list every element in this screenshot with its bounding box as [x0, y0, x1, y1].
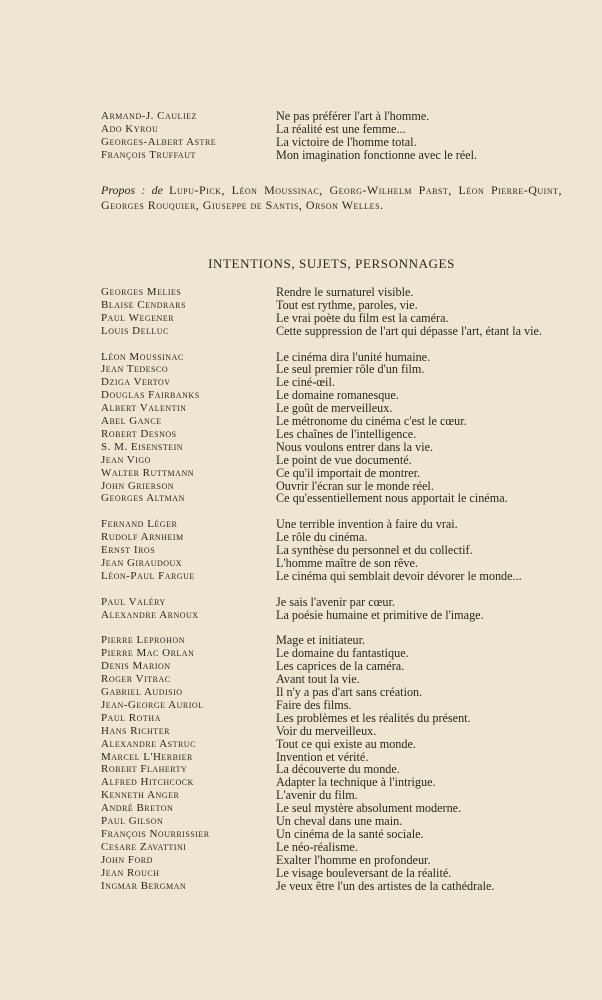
chapter-title: Le seul premier rôle d'un film. — [276, 362, 425, 377]
chapter-title: Ouvrir l'écran sur le monde réel. — [276, 478, 434, 493]
list-item — [0, 286, 602, 299]
chapter-title: Le seul mystère absolument moderne. — [276, 801, 462, 816]
chapter-title: L'homme maître de son rêve. — [276, 556, 418, 570]
chapter-title: Rendre le surnaturel visible. — [276, 285, 414, 299]
chapter-title: Nous voulons entrer dans la vie. — [276, 439, 434, 454]
chapter-title: Le point de vue documenté. — [276, 452, 412, 467]
chapter-title: Tout ce qui existe au monde. — [276, 736, 416, 751]
chapter-title: Un cheval dans une main. — [276, 814, 403, 829]
chapter-title: Le cinéma qui semblait devoir dévorer le monde... — [276, 568, 522, 583]
chapter-title: La découverte du monde. — [276, 762, 400, 777]
chapter-title: La synthèse du personnel et du collectif. — [276, 543, 473, 558]
author-name: S. M. Eisenstein — [101, 440, 184, 453]
list-item — [0, 596, 602, 609]
author-name: Alfred Hitchcock — [101, 776, 194, 789]
chapter-title: La réalité est une femme... — [276, 121, 406, 136]
list-item — [0, 492, 602, 505]
chapter-title: Je veux être l'un des artistes de la cathédrale. — [276, 878, 495, 893]
author-name: Alexandre Arnoux — [101, 608, 199, 621]
author-name: Paul Rotha — [101, 711, 161, 724]
author-name: Douglas Fairbanks — [101, 389, 200, 402]
chapter-title: Le cinéma dira l'unité humaine. — [276, 349, 431, 364]
list-item — [0, 854, 602, 867]
top-entries-list — [0, 110, 602, 162]
list-item — [0, 149, 602, 162]
chapter-title: Ce qu'il importait de montrer. — [276, 465, 421, 480]
list-item — [0, 880, 602, 893]
list-item — [0, 123, 602, 136]
propos-intro: Propos : de — [101, 183, 163, 197]
list-item — [0, 312, 602, 325]
chapter-title: Le métronome du cinéma c'est le cœur. — [276, 414, 467, 429]
chapter-title: Ne pas préférer l'art à l'homme. — [276, 109, 430, 123]
author-name: Alexandre Astruc — [101, 737, 196, 750]
list-item — [0, 828, 602, 841]
propos-names: Lupu-Pick, Léon Moussinac, Georg-Wilhelm Pabst, Léon Pierre-Quint, Georges Rouquier, Giuseppe de Santis, Orson Welles. — [101, 183, 563, 212]
author-name: Léon Moussinac — [101, 350, 184, 363]
author-name: Jean Giraudoux — [101, 557, 183, 569]
author-name: Denis Marion — [101, 660, 171, 673]
chapter-title: Les caprices de la caméra. — [276, 659, 405, 674]
author-name: Ingmar Bergman — [101, 879, 187, 892]
list-item — [0, 867, 602, 880]
author-name: Walter Ruttmann — [101, 466, 195, 479]
author-name: Rudolf Arnheim — [101, 531, 184, 544]
chapter-title: Mage et initiateur. — [276, 633, 366, 648]
author-name: Hans Richter — [101, 724, 170, 737]
chapter-title: Le domaine du fantastique. — [276, 646, 409, 661]
author-name: Léon-Paul Fargue — [101, 569, 195, 582]
author-name: Ado Kyrou — [101, 122, 159, 135]
list-item — [0, 738, 602, 751]
author-name: Albert Valentin — [101, 402, 187, 415]
chapter-title: Tout est rythme, paroles, vie. — [276, 297, 418, 312]
author-name: Kenneth Anger — [101, 789, 180, 802]
chapter-title: Les chaînes de l'intelligence. — [276, 426, 417, 441]
chapter-title: Le goût de merveilleux. — [276, 401, 393, 416]
chapter-title: Le visage bouleversant de la réalité. — [276, 865, 452, 880]
author-name: Dziga Vertov — [101, 376, 171, 389]
author-name: Jean Tedesco — [101, 363, 169, 376]
list-item — [0, 110, 602, 123]
list-item — [0, 441, 602, 454]
chapter-title: Voir du merveilleux. — [276, 723, 377, 738]
list-item — [0, 428, 602, 441]
author-name: Robert Flaherty — [101, 763, 188, 776]
author-name: Pierre Mac Orlan — [101, 647, 195, 660]
author-name: Paul Gilson — [101, 815, 164, 828]
author-name: François Truffaut — [101, 148, 196, 161]
list-item — [0, 570, 602, 583]
author-name: Blaise Cendrars — [101, 298, 186, 311]
chapter-title: La poésie humaine et primitive de l'image. — [276, 607, 484, 622]
list-item — [0, 609, 602, 622]
author-name: Ernst Iros — [101, 544, 156, 557]
chapter-title: Une terrible invention à faire du vrai. — [276, 517, 458, 532]
author-name: Jean Vigo — [101, 453, 151, 466]
chapter-title: Adapter la technique à l'intrigue. — [276, 775, 436, 790]
chapter-title: Exalter l'homme en profondeur. — [276, 852, 431, 867]
author-name: Fernand Léger — [101, 518, 178, 531]
list-item — [0, 699, 602, 712]
list-item — [0, 467, 602, 480]
author-name: Georges Altman — [101, 492, 185, 505]
author-name: Paul Wegener — [101, 311, 175, 324]
chapter-title: Le domaine romanesque. — [276, 388, 399, 403]
author-name: Louis Delluc — [101, 324, 169, 337]
chapter-title: Cette suppression de l'art qui dépasse l'art, étant la vie. — [276, 323, 543, 338]
list-item — [0, 136, 602, 149]
chapter-title: Un cinéma de la santé sociale. — [276, 827, 424, 841]
chapter-title: Avant tout la vie. — [276, 672, 360, 687]
entries-list — [0, 286, 602, 893]
list-item — [0, 299, 602, 312]
author-name: John Ford — [101, 853, 153, 866]
author-name: Armand-J. Cauliez — [101, 110, 197, 122]
author-name: Cesare Zavattini — [101, 840, 187, 853]
author-name: Georges Melies — [101, 286, 182, 298]
list-item — [0, 454, 602, 467]
chapter-title: Le ciné-œil. — [276, 375, 335, 390]
propos-paragraph — [101, 183, 562, 212]
list-item — [0, 557, 602, 570]
author-name: Paul Valéry — [101, 595, 166, 608]
author-name: Marcel L'Herbier — [101, 750, 193, 763]
author-name: Roger Vitrac — [101, 673, 171, 686]
author-name: Jean Rouch — [101, 866, 160, 879]
author-name: Jean-George Auriol — [101, 698, 204, 711]
chapter-title: Le rôle du cinéma. — [276, 530, 368, 545]
section-heading: INTENTIONS, SUJETS, PERSONNAGES — [208, 256, 455, 271]
chapter-title: Invention et vérité. — [276, 749, 369, 764]
chapter-title: Je sais l'avenir par cœur. — [276, 594, 395, 609]
list-item — [0, 325, 602, 338]
chapter-title: Le vrai poète du film est la caméra. — [276, 310, 449, 325]
chapter-title: Ce qu'essentiellement nous apportait le cinéma. — [276, 491, 508, 506]
list-item — [0, 686, 602, 699]
author-name: Abel Gance — [101, 415, 162, 428]
author-name: Robert Desnos — [101, 427, 177, 440]
list-item — [0, 712, 602, 725]
list-item — [0, 725, 602, 738]
list-item — [0, 841, 602, 854]
chapter-title: La victoire de l'homme total. — [276, 134, 417, 149]
chapter-title: Il n'y a pas d'art sans création. — [276, 685, 423, 700]
author-name: Georges-Albert Astre — [101, 135, 217, 148]
chapter-title: Les problèmes et les réalités du présent. — [276, 710, 471, 725]
author-name: Gabriel Audisio — [101, 686, 183, 699]
author-name: John Grierson — [101, 479, 175, 492]
author-name: François Nourrissier — [101, 828, 210, 840]
chapter-title: L'avenir du film. — [276, 788, 358, 803]
chapter-title: Faire des films. — [276, 697, 352, 712]
author-name: Pierre Leprohon — [101, 634, 185, 647]
chapter-title: Le néo-réalisme. — [276, 839, 358, 854]
author-name: André Breton — [101, 802, 174, 815]
chapter-title: Mon imagination fonctionne avec le réel. — [276, 147, 478, 162]
